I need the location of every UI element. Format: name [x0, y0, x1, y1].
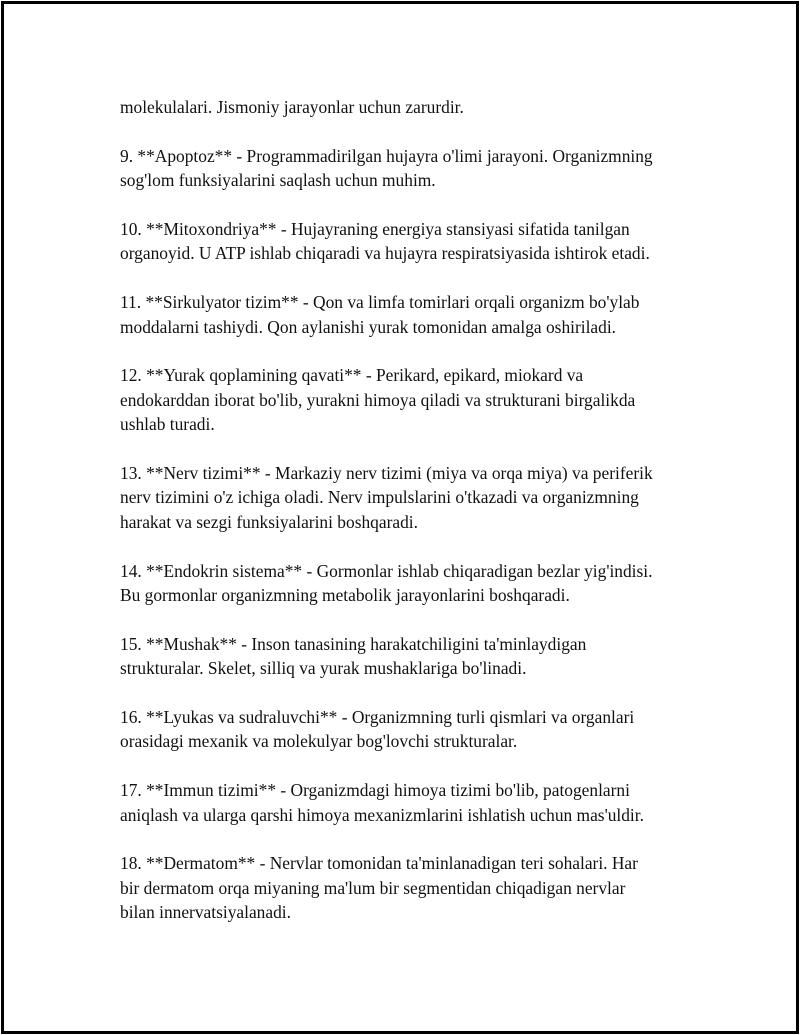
paragraph-item-17-immun-tizimi: 17. **Immun tizimi** - Organizmdagi himoya tizimi bo'lib, patogenlarni aniqlash va ularga qarshi himoya mexanizmlarini ishlatish uchun mas'uldir.	[120, 780, 644, 825]
paragraph-item-9-apoptoz: 9. **Apoptoz** - Programmadirilgan hujayra o'limi jarayoni. Organizmning sog'lom funksiyalarini saqlash uchun muhim.	[120, 145, 653, 191]
paragraph-item-12-yurak-qoplami: 12. **Yurak qoplamining qavati** - Perikard, epikard, miokard va endokarddan iborat bo'lib, yurakni himoya qiladi va strukturani birgalikda ushlab turadi.	[120, 365, 636, 435]
document-body	[120, 95, 720, 949]
paragraph-item-10-mitoxondriya: 10. **Mitoxondriya** - Hujayraning energiya stansiyasi sifatida tanilgan organoyid. U ATP ishlab chiqaradi va hujayra respiratsiyasida ishtirok etadi.	[120, 219, 650, 264]
paragraph-item-16-lyukas: 16. **Lyukas va sudraluvchi** - Organizmning turli qismlari va organlari orasidagi mexanik va molekulyar bog'lovchi strukturalar.	[120, 707, 635, 752]
paragraph-item-14-endokrin-sistema: 14. **Endokrin sistema** - Gormonlar ishlab chiqaradigan bezlar yig'indisi. Bu gormonlar organizmning metabolik jarayonlarini boshqaradi.	[120, 560, 653, 606]
page-frame	[1, 1, 799, 1034]
paragraph-continuation: molekulalari. Jismoniy jarayonlar uchun zarurdir.	[120, 97, 464, 117]
paragraph-item-15-mushak: 15. **Mushak** - Inson tanasining harakatchiligini ta'minlaydigan strukturalar. Skelet, silliq va yurak mushaklariga bo'linadi.	[120, 633, 587, 679]
paragraph-item-11-sirkulyator-tizim: 11. **Sirkulyator tizim** - Qon va limfa tomirlari orqali organizm bo'ylab moddalarni tashiydi. Qon aylanishi yurak tomonidan amalga oshiriladi.	[120, 292, 640, 337]
paragraph-item-18-dermatom: 18. **Dermatom** - Nervlar tomonidan ta'minlanadigan teri sohalari. Har bir dermatom orqa miyaning ma'lum bir segmentidan chiqadigan nervlar bilan innervatsiyalanadi.	[120, 853, 638, 923]
paragraph-item-13-nerv-tizimi: 13. **Nerv tizimi** - Markaziy nerv tizimi (miya va orqa miya) va periferik nerv tizimini o'z ichiga oladi. Nerv impulslarini o'tkazadi va organizmning harakat va sezgi funksiyalarini boshqaradi.	[120, 463, 653, 532]
